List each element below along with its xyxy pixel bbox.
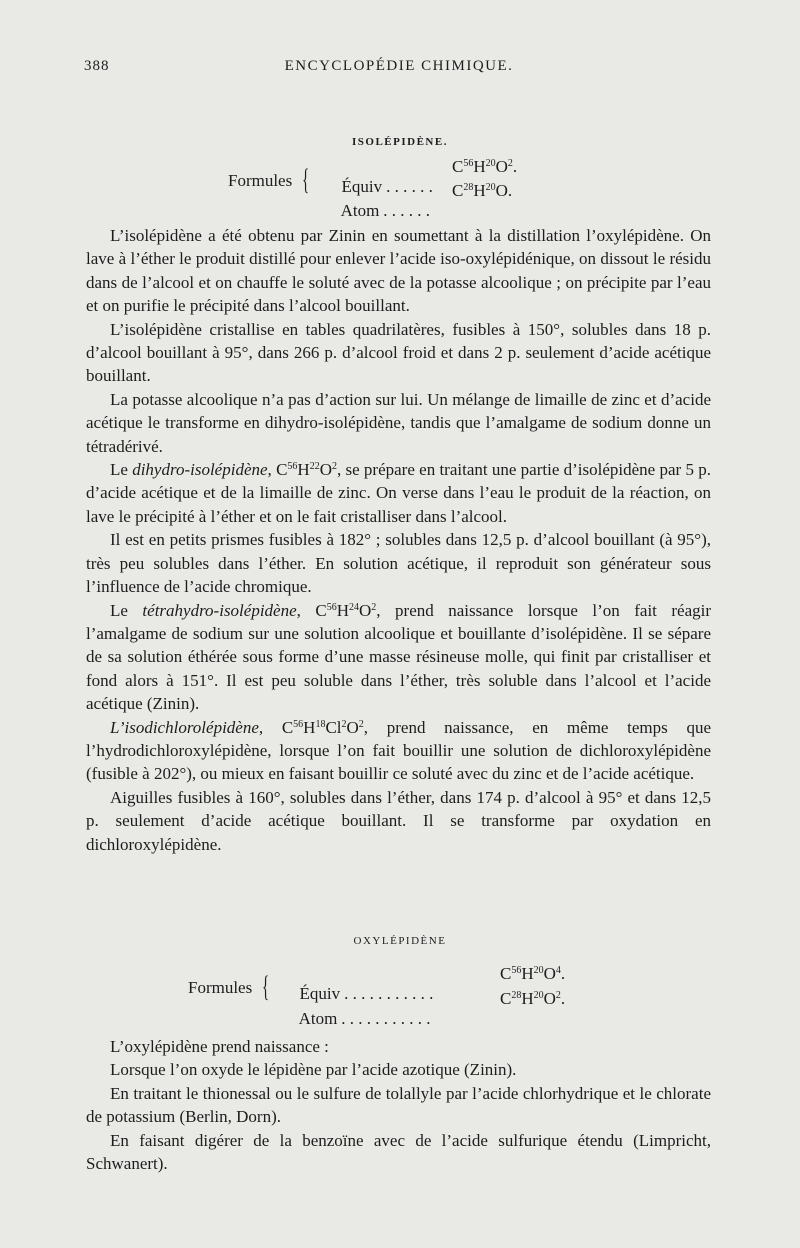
bleed-through-text [90, 88, 710, 168]
paragraph: En faisant digérer de la benzoïne avec de l’acide sulfurique étendu (Limpricht, Schwanert). [86, 1130, 711, 1174]
formula-row-atom: Atom . . . . . . [340, 201, 431, 220]
formula-value-equiv: $C^{56}H^{20}O^4$. [500, 964, 566, 983]
formula-row-equiv: Équiv . . . . . . . . . . . [299, 984, 434, 1003]
section-title-isolepidene: ISOLÉPIDÈNE. [352, 136, 448, 148]
section-body-isolepidene [86, 224, 711, 856]
formula-value-atom: $C^{28}H^{20}O$. [452, 181, 513, 200]
formula-value-atom: $C^{28}H^{20}O^2$. [500, 989, 566, 1008]
brace-icon: { [262, 970, 270, 1003]
paragraph: L’isolépidène cristallise en tables quadrilatères, fusibles à 150°, solubles dans 18 p. d’alcool bouillant à 95°, dans 266 p. d’alcool froid et dans 2 p. seulement d’acide acétique bouillant. [86, 319, 711, 386]
paragraph: L’oxylépidène prend naissance : [110, 1037, 329, 1056]
brace-icon: { [302, 163, 310, 196]
paragraph: Le tétrahydro-isolépidène, $C^{56}H^{24}O^2$, prend naissance lorsque l’on fait réagir l’amalgame de sodium sur une solution alcoolique et bouillante d’isolépidène. Il se sépare de sa solution éthérée sous forme d’une masse résineuse molle, qui finit par cristalliser et fond alors à 151°. Il est peu soluble dans l’éther, très soluble dans l’alcool et l’acide acétique (Zinin). [86, 600, 712, 714]
section-title-oxylepidene: OXYLÉPIDÈNE [353, 935, 447, 947]
paragraph: La potasse alcoolique n’a pas d’action sur lui. Un mélange de limaille de zinc et d’acide acétique le transforme en dihydro-isolépidène, tandis que l’amalgame de sodium donne un tétradérivé. [86, 389, 711, 456]
formula-value-equiv: $C^{56}H^{20}O^2$. [452, 157, 518, 176]
formula-block-oxylepidene [188, 964, 608, 1028]
formula-row-atom: Atom . . . . . . . . . . . [298, 1009, 431, 1028]
formula-block-isolepidene [228, 157, 568, 220]
paragraph: Lorsque l’on oxyde le lépidène par l’acide azotique (Zinin). [110, 1060, 517, 1080]
formulas-label: Formules [228, 171, 293, 190]
running-title: ENCYCLOPÉDIE CHIMIQUE. [284, 58, 514, 74]
section-body-oxylepidene [86, 1035, 711, 1175]
paragraph: L’isodichlorolépidène, $C^{56}H^{18}Cl^2O^2$, prend naissance, en même temps que l’hydrodichloroxylépidène, lorsque l’on fait bouillir une solution de dichloroxylépidène (fusible à 202°), ou mieux en faisant bouillir ce soluté avec du zinc et de l’acide acétique. [86, 717, 711, 784]
paragraph: En traitant le thionessal ou le sulfure de tolallyle par l’acide chlorhydrique et le chlorate de potassium (Berlin, Dorn). [86, 1083, 711, 1127]
paragraph: Il est en petits prismes fusibles à 182° ; solubles dans 12,5 p. d’alcool bouillant (à 95°), très peu solubles dans l’éther. En solution acétique, il reproduit son générateur sous l’influence de l’acide chromique. [86, 530, 711, 597]
formulas-label: Formules [188, 978, 253, 997]
formula-row-equiv: Équiv . . . . . . [341, 177, 433, 196]
page-number: 388 [84, 58, 110, 74]
page-header [84, 58, 714, 80]
paragraph: L’isolépidène a été obtenu par Zinin en soumettant à la distillation l’oxylépidène. On lave à l’éther le produit distillé pour enlever l’acide iso-oxylépidénique, on dissout le résidu dans de l’alcool et on chauffe le soluté avec de la potasse alcoolique ; on précipite par l’eau et on purifie le précipité dans l’alcool bouillant. [86, 226, 711, 316]
paragraph: Aiguilles fusibles à 160°, solubles dans l’éther, dans 174 p. d’alcool à 95° et dans 12,5 p. seulement d’acide acétique bouillant. Il se transforme par oxydation en dichloroxylépidène. [86, 787, 711, 854]
paragraph: Le dihydro-isolépidène, $C^{56}H^{22}O^2$, se prépare en traitant une partie d’isolépidène par 5 p. d’acide acétique et de la limaille de zinc. On verse dans l’eau le produit de la réaction, on lave le précipité à l’éther et on le fait cristalliser dans l’alcool. [86, 460, 711, 526]
